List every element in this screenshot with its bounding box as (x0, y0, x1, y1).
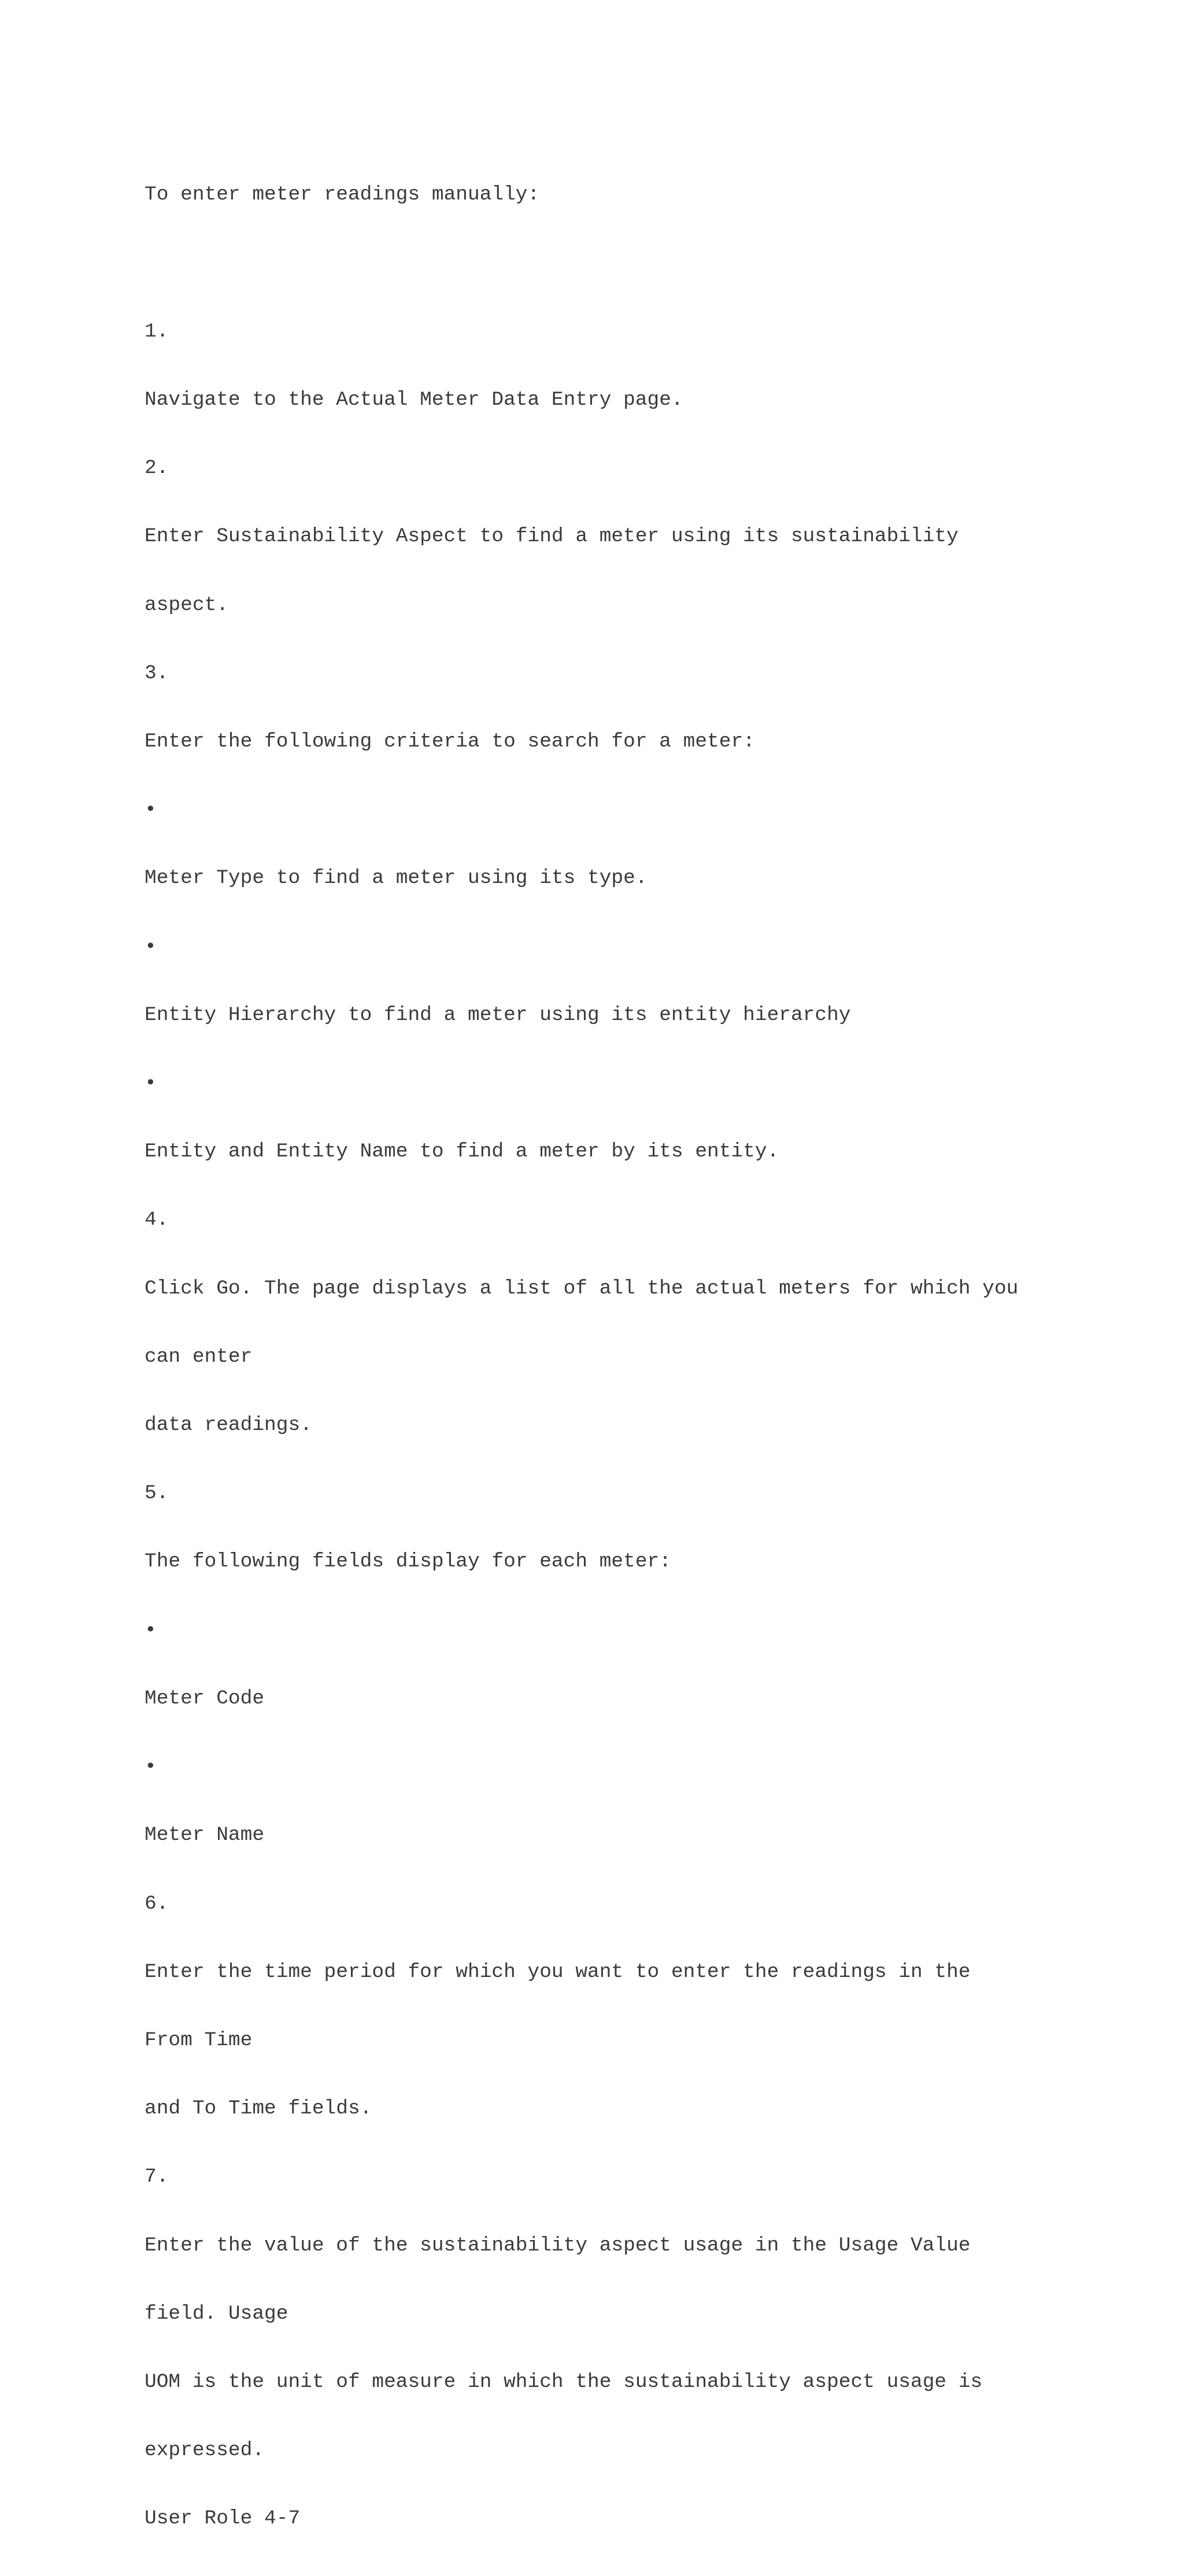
bullet-text-line: Meter Code (145, 1687, 265, 1710)
document-body (145, 138, 1150, 2576)
step-number-4: 4. (145, 1208, 169, 1232)
step-number-6: 6. (145, 1892, 169, 1915)
bullet-text-line: Entity Hierarchy to find a meter using its entity hierarchy (145, 1003, 851, 1026)
paragraph-gap (145, 252, 1150, 275)
step-number-1: 1. (145, 320, 169, 343)
bullet-text-line: Meter Type to find a meter using its type. (145, 867, 648, 890)
step-text-line: From Time (145, 2028, 253, 2052)
step-text-line: Click Go. The page displays a list of all the actual meters for which you (145, 1277, 1019, 1300)
step-text-line: field. Usage (145, 2302, 288, 2325)
step-text-line: Navigate to the Actual Meter Data Entry page. (145, 389, 683, 412)
step-text-line: Enter the time period for which you want to enter the readings in the (145, 1960, 971, 1983)
bullet-text-line: Entity and Entity Name to find a meter by its entity. (145, 1140, 779, 1163)
bullet-glyph: • (145, 935, 157, 958)
step-text-line: expressed. (145, 2439, 265, 2462)
bullet-glyph: • (145, 1618, 157, 1642)
step-text-line: aspect. (145, 593, 228, 616)
step-text-line: The following fields display for each meter: (145, 1550, 671, 1573)
step-text-line: can enter (145, 1345, 253, 1368)
step-number-3: 3. (145, 661, 169, 685)
intro-line: To enter meter readings manually: (145, 183, 540, 206)
step-text-line: and To Time fields. (145, 2097, 372, 2120)
bullet-text-line: Meter Name (145, 1824, 265, 1847)
step-number-5: 5. (145, 1482, 169, 1505)
step-number-2: 2. (145, 457, 169, 480)
step-text-line: UOM is the unit of measure in which the sustainability aspect usage is (145, 2370, 983, 2393)
step-text-line: data readings. (145, 1414, 312, 1437)
step-text-line: Enter the value of the sustainability aspect usage in the Usage Value (145, 2234, 971, 2257)
step-text-line: Enter the following criteria to search for a meter: (145, 730, 755, 753)
page-footer: User Role 4-7 (145, 2507, 301, 2530)
step-text-line: Enter Sustainability Aspect to find a meter using its sustainability (145, 525, 959, 548)
bullet-glyph: • (145, 1072, 157, 1095)
bullet-glyph: • (145, 1755, 157, 1779)
step-number-7: 7. (145, 2165, 169, 2189)
bullet-glyph: • (145, 799, 157, 822)
